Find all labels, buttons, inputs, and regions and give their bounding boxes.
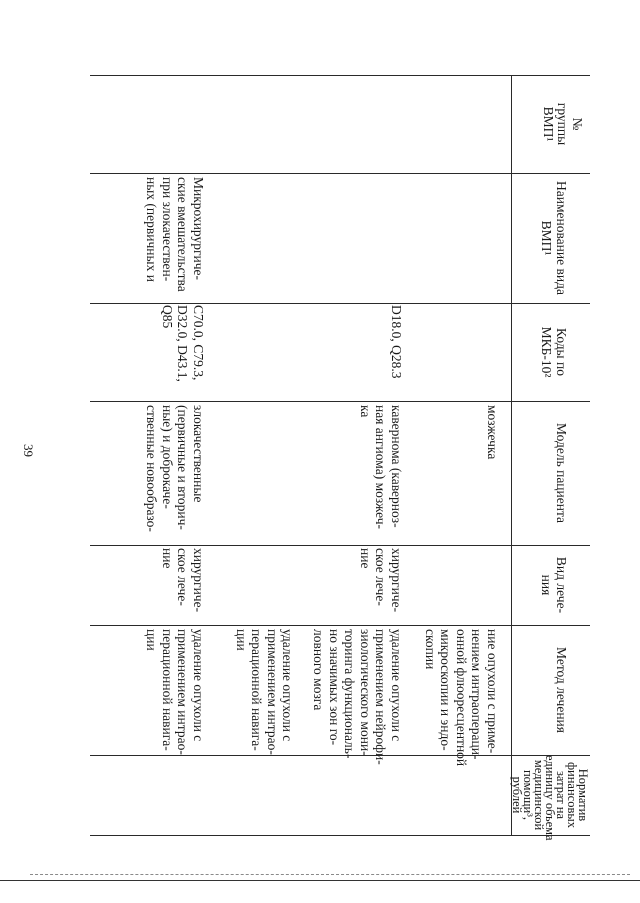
row-2-method: удаление опухоли с применением нейрофи- зиологического мони- торинга функциональ- но значимых зон го- ловного мозга удаление опухоли с применением интрао- перационной навига- ции: [234, 629, 404, 765]
row-2-codes: D18.0, Q28.3: [389, 305, 404, 379]
rotated-table: [90, 75, 590, 841]
header-model: Модель пациента: [554, 422, 569, 524]
row-3-kind: хирургиче- ское лече- ние: [160, 548, 206, 613]
row-1-model: мозжечка: [485, 405, 500, 460]
header-name: Наименование вида ВМП¹: [539, 181, 569, 295]
row-2-kind: хирургиче- ское лече- ние: [358, 548, 404, 613]
footer-rule: [0, 880, 640, 881]
header-norm: Норматив финансовых затрат на единицу объема медицинской помощи³, рублей: [510, 755, 590, 841]
row-3-name: Микрохирургиче- ские вмешательства при злокачествен- ных (первичных и: [144, 177, 206, 292]
header-method: Метод лечения: [554, 647, 569, 733]
header-group: № группы ВМП¹: [541, 102, 585, 146]
row-1-method: ние опухоли с приме- нением интраопераци- онной флюоресцентной микроскопии и эндо- скопии: [423, 629, 500, 767]
footer-dashed-rule: [30, 874, 630, 875]
table-border-right: [90, 835, 590, 836]
row-3-method: удаление опухоли с применением интрао- перационной навига- ции: [144, 629, 206, 755]
header-codes: Коды по МКБ-10²: [539, 326, 569, 378]
header-kind: Вид лече- ния: [539, 556, 569, 614]
row-2-model: кавернома (каверноз- ная ангиома) мозжеч- ка: [358, 405, 404, 530]
page-number: 39: [21, 444, 36, 457]
header-divider: [511, 75, 512, 835]
row-3-model: злокачественные (первичные и вторич- ные) и доброкаче- ственные новообразо-: [144, 405, 206, 532]
row-3-codes: C70.0, C79.3, D32.0, D43.1, Q85: [160, 305, 206, 382]
